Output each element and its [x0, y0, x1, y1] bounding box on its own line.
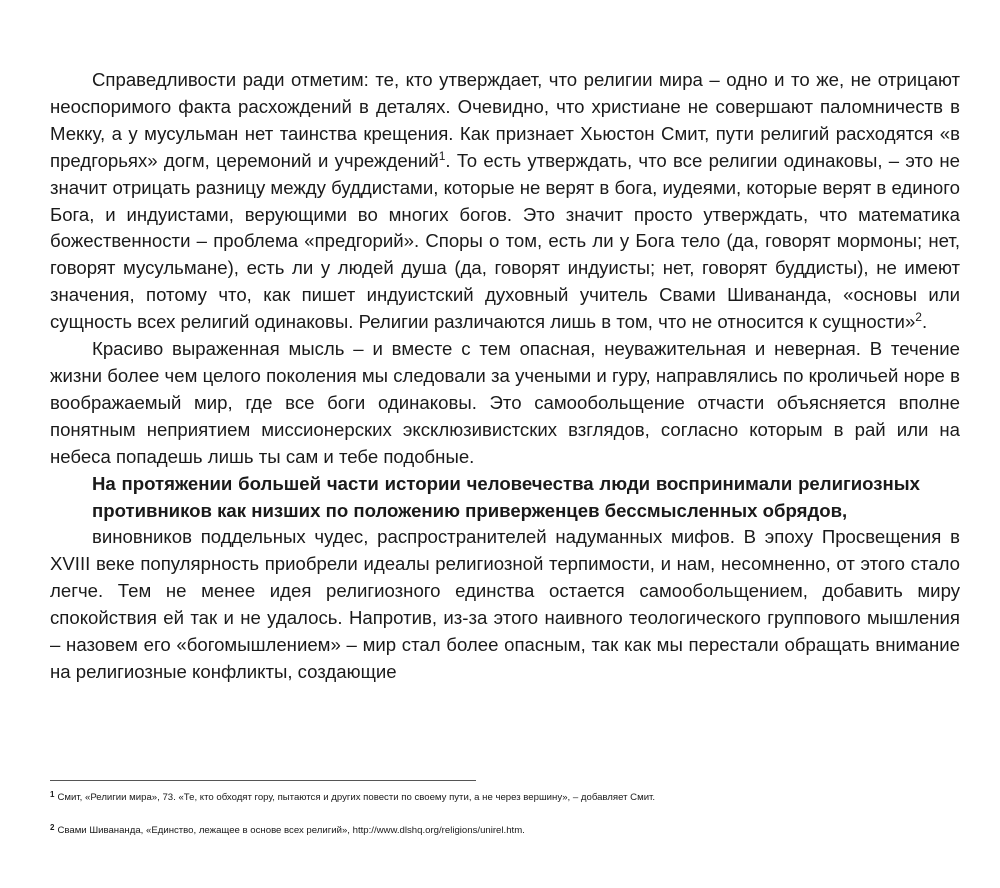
footnote-divider — [50, 780, 476, 781]
footnote-2 — [50, 824, 960, 837]
paragraph-2: Красиво выраженная мысль – и вместе с тем опасная, неуважительная и неверная. В течение жизни более чем целого поколения мы следовали за учеными и гуру, направлялись по кроличьей норе в воображаемый мир, где все боги одинаковы. Это самообольщение отчасти объясняется вполне понятным неприятием миссионерских эксклюзивистских взглядов, согласно которым в рай или на небеса попадешь лишь ты сам и тебе подобные. — [50, 338, 960, 467]
paragraph-3: виновников поддельных чудес, распространителей надуманных мифов. В эпоху Просвещения в XVIII веке популярность приобрели идеалы религиозной терпимости, и нам, несомненно, от этого стало легче. Тем не менее идея религиозного единства остается самообольщением, добавить миру спокойствия ей так и не удалось. Напротив, из-за этого наивного теологического группового мышления – назовем его «богомышлением» – мир стал более опасным, так как мы перестали обращать внимание на религиозные конфликты, создающие — [50, 526, 960, 682]
footnote-1-text: Смит, «Религии мира», 73. «Те, кто обходят гору, пытаются и других повести по своему пути, а не через вершину», – добавляет Смит. — [57, 792, 656, 803]
footnote-ref-1[interactable]: 1 — [438, 148, 446, 163]
footnote-1 — [50, 791, 960, 804]
paragraph-1-text-b: . То есть утверждать, что все религии одинаковы, – это не значит отрицать разницу между буддистами, которые не верят в бога, иудеями, которые верят в единого Бога, и индуистами, верующими во многих богов. Это значит просто утверждать, что математика божественности – проблема «предгорий». Споры о том, есть ли у Бога тело (да, говорят мормоны; нет, говорят мусульмане), есть ли у людей душа (да, говорят индуисты; нет, говорят буддисты), не имеют значения, потому что, как пишет индуистский духовный учитель Свами Шивананда, «основы или сущность всех религий одинаковы. Религии различаются лишь в том, что не относится к сущности» — [50, 149, 960, 333]
footnote-ref-2[interactable]: 2 — [915, 310, 922, 325]
footnote-2-text: Свами Шивананда, «Единство, лежащее в основе всех религий», http://www.dlshq.org/religions/unirel.htm. — [57, 825, 525, 836]
paragraph-1-text-c: . — [921, 311, 928, 333]
page-body — [50, 67, 960, 686]
footnote-1-number: 1 — [50, 790, 55, 799]
paragraph-1 — [50, 67, 960, 336]
footnote-2-number: 2 — [50, 823, 55, 832]
paragraph-1-text-a: Справедливости ради отметим: те, кто утверждает, что религии мира – одно и то же, не отрицают неоспоримого факта расхождений в деталях. Очевидно, что христиане не совершают паломничеств в Мекку, а у мусульман нет таинства крещения. Как признает Хьюстон Смит, пути религий расходятся «в предгорьях» догм, церемоний и учреждений — [50, 69, 960, 171]
pull-quote: На протяжении большей части истории человечества люди воспринимали религиозных противников как низших по положению приверженцев бессмысленных обрядов, — [92, 472, 920, 521]
footnotes — [50, 791, 960, 857]
